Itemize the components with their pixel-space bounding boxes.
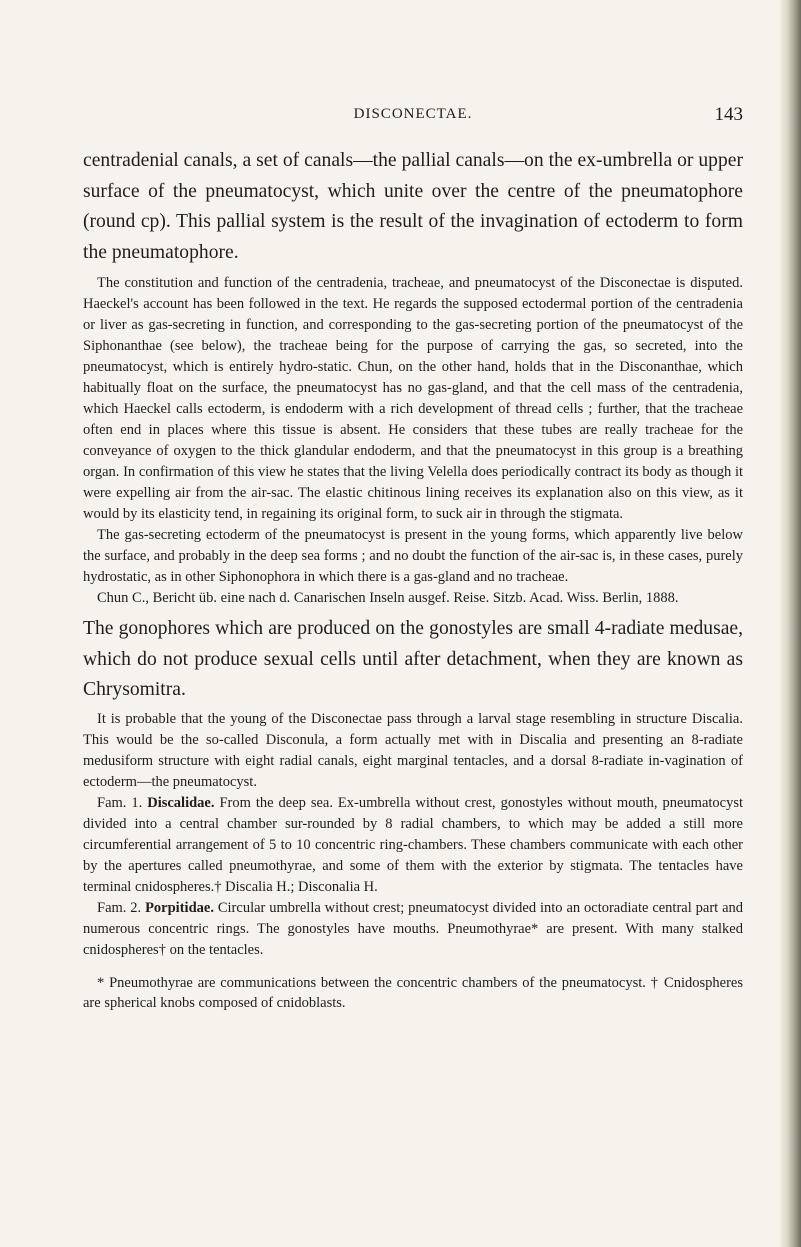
paragraph-gas-secreting-ectoderm: The gas-secreting ectoderm of the pneumatocyst is present in the young forms, which apparently live below the surface, and probably in the deep sea forms ; and no doubt the function of the air-sac is, in these cases, purely hydrostatic, as in other Siphonophora in which there is a gas-gland and no tracheae. [83,527,743,585]
paragraph-gonophores: The gonophores which are produced on the gonostyles are small 4-radiate medusae, which do not produce sexual cells until after detachment, when they are known as Chrysomitra. [83,618,743,700]
family-description: Circular umbrella without crest; pneumatocyst divided into an octoradiate central part and numerous concentric rings. The gonostyles have mouths. Pneumothyrae* are present. With many stalked cnidospheres† on the tentacles. [83,899,744,958]
paragraph-larval-stage: It is probable that the young of the Disconectae pass through a larval stage resembling in structure Discalia. This would be the so-called Disconula, a form actually met with in Discalia and presenting an 8-radiate medusiform structure with eight radial canals, eight marginal tentacles, and a dorsal 8-radiate in-vagination of ectoderm—the pneumatocyst. [83,710,743,790]
paragraph-centradenia-dispute: The constitution and function of the centradenia, tracheae, and pneumatocyst of the Disconectae is disputed. Haeckel's account has been followed in the text. He regards the supposed ectodermal portion of the centradenia or liver as gas-secreting in function, and corresponding to the gas-secreting portion of the pneumatocyst of the Siphonanthae (see below), the tracheae being for the purpose of carrying the gas, so secreted, into the pneumatocyst, which is entirely hydro-static. Chun, on the other hand, holds that in the Disconanthae, which habitually float on the surface, the pneumatocyst has no gas-gland, and that the cell mass of the centradenia, which Haeckel calls ectoderm, is endoderm with a rich development of thread cells ; further, that the tracheae often end in places where this tissue is absent. He considers that these tubes are really tracheae for the conveyance of oxygen to the thick glandular endoderm, and that the pneumatocyst in this group is a breathing organ. In confirmation of this view he states that the living Velella does periodically contract its body as though it were expelling air from the air-sac. The elastic chitinous lining receives its explanation also on this view, as it would by its elasticity tend, in regaining its original form, to suck air in through the stigmata. [83,275,743,522]
family-description: From the deep sea. Ex-umbrella without crest, gonostyles without mouth, pneumatocyst divided into a central chamber sur-rounded by 8 radial chambers, to which may be added a still more circumferential arrangement of 5 to 10 concentric ring-chambers. These chambers communicate with each other by the apertures called pneumothyrae, and some of them with the exterior by stigmata. The tentacles have terminal cnidospheres.† Discalia H.; Disconalia H. [83,794,744,895]
paragraph-family-discalidae [83,793,743,898]
paragraph-family-porpitidae [83,898,743,961]
family-name: Porpitidae. [145,899,214,916]
page-body [83,146,743,1013]
page-number: 143 [714,104,743,125]
family-name: Discalidae. [147,794,215,811]
family-label: Fam. 1. [97,794,143,811]
running-head: DISCONECTAE. [353,106,473,122]
page-header [83,104,743,128]
family-label: Fam. 2. [97,899,142,916]
footnote: * Pneumothyrae are communications between the concentric chambers of the pneumatocyst. † Cnidospheres are spherical knobs composed of cnidoblasts. [83,974,743,1011]
paragraph-pallial-canals: centradenial canals, a set of canals—the pallial canals—on the ex-umbrella or upper surface of the pneumatocyst, which unite over the centre of the pneumatophore (round cp). This pallial system is the result of the invagination of ectoderm to form the pneumatophore. [83,150,743,263]
page-binding-shadow [779,0,801,1247]
paragraph-chun-reference: Chun C., Bericht üb. eine nach d. Canarischen Inseln ausgef. Reise. Sitzb. Acad. Wiss. Berlin, 1888. [97,590,679,606]
